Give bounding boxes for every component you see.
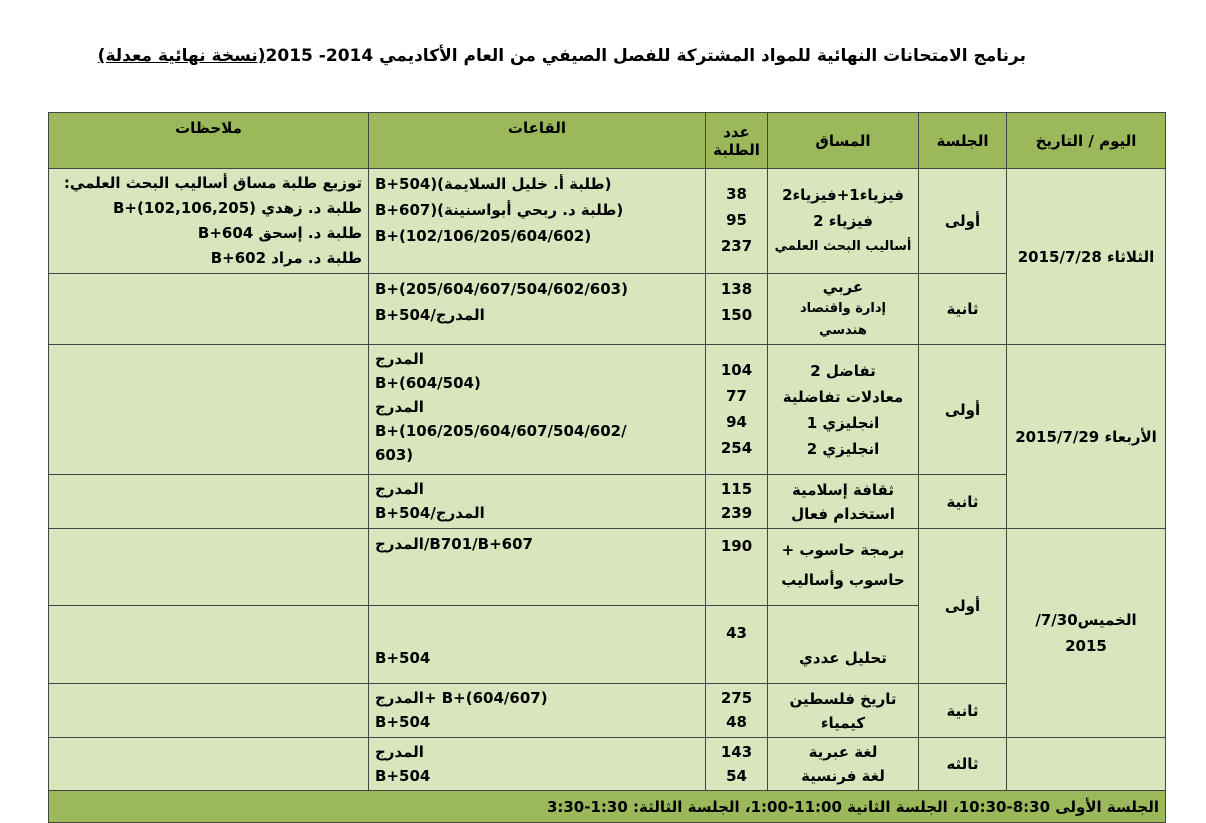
counts-cell xyxy=(706,169,768,274)
room-entry: المدرج xyxy=(375,743,424,761)
session-cell: ثانية xyxy=(919,684,1007,738)
student-count: 94 xyxy=(726,413,747,431)
session-cell: ثانية xyxy=(919,475,1007,529)
header-course: المساق xyxy=(768,113,919,169)
room-entry: B+504 xyxy=(375,767,431,785)
room-entry: المدرج xyxy=(375,480,424,498)
room-entry: المدرج xyxy=(375,398,424,416)
student-count: 95 xyxy=(726,211,747,229)
rooms-cell xyxy=(369,345,706,475)
course-name: معادلات تفاضلية xyxy=(782,387,904,406)
room-entry: 603) xyxy=(375,446,414,464)
session-cell: أولى xyxy=(919,345,1007,475)
note-line: طلبة د. مراد B+602 xyxy=(210,249,362,267)
notes-cell xyxy=(49,684,369,738)
title-main: برنامج الامتحانات النهائية للمواد المشتركة للفصل الصيفي من العام الأكاديمي 2014- 2015 xyxy=(265,46,1026,66)
student-count: 254 xyxy=(720,439,753,457)
courses-cell xyxy=(768,169,919,274)
notes-cell xyxy=(49,606,369,684)
student-count: 104 xyxy=(720,361,753,379)
day-cell: الأربعاء 2015/7/29 xyxy=(1007,345,1166,529)
rooms-cell xyxy=(369,684,706,738)
day-cell-empty xyxy=(1007,738,1166,791)
course-name: تحليل عددي xyxy=(799,649,887,667)
day-cell: الثلاثاء 2015/7/28 xyxy=(1007,169,1166,345)
note-line: توزيع طلبة مساق أساليب البحث العلمي: xyxy=(63,174,362,192)
room-entry: المدرج/B+504 xyxy=(375,504,485,522)
student-count: 150 xyxy=(720,306,753,324)
counts-cell xyxy=(706,738,768,791)
header-session: الجلسة xyxy=(919,113,1007,169)
notes-cell xyxy=(49,169,369,274)
title-highlight: (نسخة نهائية معدلة) xyxy=(97,46,266,66)
room-entry: B701/B+607/المدرج xyxy=(375,535,533,553)
counts-cell xyxy=(706,475,768,529)
course-name: فيزياء1+فيزياء2 xyxy=(782,186,904,204)
room-entry: B+(102/106/205/604/602) xyxy=(375,227,592,245)
course-name: أساليب البحث العلمي xyxy=(774,239,912,254)
course-name: إدارة واقتصاد هندسي xyxy=(800,301,886,338)
courses-cell xyxy=(768,529,919,606)
student-count: 77 xyxy=(726,387,747,405)
note-line: طلبة د. زهدي (102,106,205)+B xyxy=(112,199,362,217)
header-date: اليوم / التاريخ xyxy=(1007,113,1166,169)
room-entry: B+(604/607) +المدرج xyxy=(375,689,548,707)
course-name: عربي xyxy=(822,278,864,296)
counts-cell xyxy=(706,345,768,475)
room-entry: B+(205/604/607/504/602/603) xyxy=(375,280,628,298)
courses-cell xyxy=(768,606,919,684)
course-name: لغة عبرية xyxy=(808,743,878,761)
counts-cell xyxy=(706,684,768,738)
courses-cell xyxy=(768,738,919,791)
rooms-cell xyxy=(369,606,706,684)
course-name: برمجة حاسوب + xyxy=(781,541,905,559)
header-rooms: القاعات xyxy=(369,113,706,169)
courses-cell xyxy=(768,475,919,529)
courses-cell xyxy=(768,684,919,738)
student-count: 115 xyxy=(720,480,753,498)
room-entry: (طلبة أ. خليل السلايمة)(B+504 xyxy=(375,175,612,193)
room-entry: (طلبة د. ربحي أبواسنينة)(B+607 xyxy=(375,201,624,219)
student-count: 190 xyxy=(720,537,753,555)
student-count: 48 xyxy=(726,713,747,731)
courses-cell xyxy=(768,345,919,475)
session-cell: ثانية xyxy=(919,274,1007,345)
notes-cell xyxy=(49,475,369,529)
student-count: 237 xyxy=(720,237,753,255)
counts-cell xyxy=(706,606,768,684)
student-count: 138 xyxy=(720,280,753,298)
room-entry: المدرج xyxy=(375,350,424,368)
notes-cell xyxy=(49,274,369,345)
course-name: استخدام فعال xyxy=(791,504,895,523)
room-entry: المدرج/B+504 xyxy=(375,306,485,324)
student-count: 38 xyxy=(726,185,747,203)
rooms-cell xyxy=(369,169,706,274)
session-times-footer: الجلسة الأولى 8:30-10:30، الجلسة الثانية 11:00-1:00، الجلسة الثالثة: 1:30-3:30 xyxy=(49,791,1166,823)
student-count: 275 xyxy=(720,689,753,707)
courses-cell xyxy=(768,274,919,345)
student-count: 143 xyxy=(720,743,753,761)
room-entry: B+504 xyxy=(375,649,431,667)
room-entry: B+(106/205/604/607/504/602/ xyxy=(375,422,627,440)
room-entry: B+(604/504) xyxy=(375,374,481,392)
counts-cell xyxy=(706,274,768,345)
course-name: تاريخ فلسطين xyxy=(789,689,897,708)
rooms-cell xyxy=(369,529,706,606)
notes-cell xyxy=(49,345,369,475)
session-cell: ثالثه xyxy=(919,738,1007,791)
day-cell: الخميس7/30/ 2015 xyxy=(1007,529,1166,738)
rooms-cell xyxy=(369,274,706,345)
course-name: انجليزي 1 xyxy=(806,413,880,432)
course-name: تفاضل 2 xyxy=(810,361,876,380)
course-name: لغة فرنسية xyxy=(801,767,885,785)
student-count: 239 xyxy=(720,504,753,522)
notes-cell xyxy=(49,529,369,606)
notes-cell xyxy=(49,738,369,791)
document-title xyxy=(97,46,1026,66)
course-name: انجليزي 2 xyxy=(806,439,880,458)
header-notes: ملاحظات xyxy=(49,113,369,169)
course-name: فيزياء 2 xyxy=(813,212,873,230)
course-name: حاسوب وأساليب xyxy=(781,571,905,589)
rooms-cell xyxy=(369,738,706,791)
course-name: ثقافة إسلامية xyxy=(792,480,894,499)
exam-schedule-table xyxy=(48,112,1166,823)
student-count: 54 xyxy=(726,767,747,785)
session-cell: أولى xyxy=(919,169,1007,274)
header-students: عدد الطلبة xyxy=(706,113,768,169)
note-line: طلبة د. إسحق B+604 xyxy=(197,224,362,242)
student-count: 43 xyxy=(726,624,747,642)
course-name: كيمياء xyxy=(820,713,866,732)
room-entry: B+504 xyxy=(375,713,431,731)
session-cell: أولى xyxy=(919,529,1007,684)
rooms-cell xyxy=(369,475,706,529)
counts-cell xyxy=(706,529,768,606)
